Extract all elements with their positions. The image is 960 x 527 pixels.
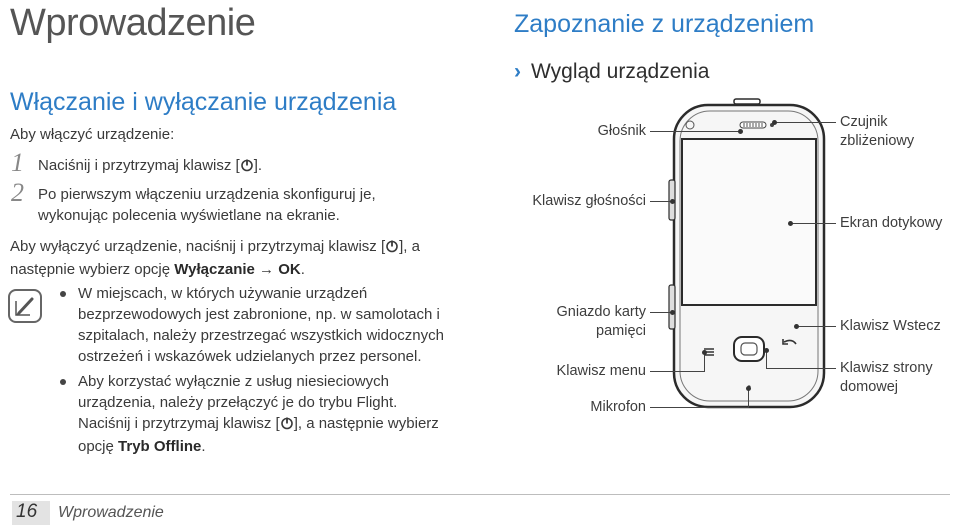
leader-line bbox=[650, 201, 672, 202]
label-home-key: Klawisz strony domowej bbox=[840, 360, 933, 395]
power-key-icon bbox=[385, 238, 399, 259]
power-key-icon bbox=[280, 415, 294, 436]
label-proximity-sensor: Czujnik zbliżeniowy bbox=[840, 114, 915, 149]
leader-dot bbox=[738, 129, 743, 134]
note-list bbox=[60, 283, 472, 461]
leader-line bbox=[704, 352, 705, 372]
leader-line bbox=[650, 407, 748, 408]
step-number: 1 bbox=[11, 148, 24, 177]
leader-line bbox=[650, 312, 672, 313]
label-memory-card: Gniazdo karty pamięci bbox=[556, 304, 646, 339]
step-1-text: Naciśnij i przytrzymaj klawisz [ ]. bbox=[38, 155, 262, 178]
power-on-intro: Aby włączyć urządzenie: bbox=[10, 126, 175, 143]
leader-dot bbox=[772, 120, 777, 125]
note-icon bbox=[8, 289, 42, 323]
leader-dot bbox=[764, 348, 769, 353]
leader-dot bbox=[670, 310, 675, 315]
label-microphone: Mikrofon bbox=[590, 399, 646, 415]
label-speaker: Głośnik bbox=[597, 123, 646, 139]
leader-dot bbox=[788, 221, 793, 226]
label-touchscreen: Ekran dotykowy bbox=[840, 215, 943, 231]
step-number: 2 bbox=[11, 178, 24, 207]
leader-line bbox=[766, 368, 836, 369]
leader-dot bbox=[794, 324, 799, 329]
page-number: 16 bbox=[16, 501, 38, 522]
leader-line bbox=[796, 326, 836, 327]
power-key-icon bbox=[240, 157, 254, 178]
leader-dot bbox=[702, 350, 707, 355]
subsection-title: › Wygląd urządzenia bbox=[514, 60, 710, 83]
step-2-text: Po pierwszym włączeniu urządzenia skonfiguruj je, wykonując polecenia wyświetlane na ekranie. bbox=[38, 186, 376, 224]
label-volume-key: Klawisz głośności bbox=[532, 193, 646, 209]
leader-line bbox=[790, 223, 836, 224]
label-menu-key: Klawisz menu bbox=[556, 363, 646, 379]
list-item: W miejscach, w których używanie urządzeń bezprzewodowych jest zabronione, np. w samolotach i szpitalach, należy przestrzegać wszystkich widocznych ostrzeżeń i wskazówek udzielanych przez personel. bbox=[60, 283, 472, 367]
leader-line bbox=[774, 122, 836, 123]
leader-line bbox=[650, 371, 704, 372]
leader-dot bbox=[670, 199, 675, 204]
label-back-key: Klawisz Wstecz bbox=[840, 318, 941, 334]
power-off-paragraph: Aby wyłączyć urządzenie, naciśnij i przytrzymaj klawisz [ ], a następnie wybierz opcję Wyłączanie → OK. bbox=[10, 238, 420, 278]
leader-line bbox=[650, 131, 740, 132]
footer-divider bbox=[10, 494, 950, 495]
leader-line bbox=[748, 388, 749, 408]
list-item: Aby korzystać wyłącznie z usług niesieciowych urządzenia, należy przełączyć je do trybu Flight. Naciśnij i przytrzymaj klawisz [ ], a następnie wybierz opcję Tryb Offline. bbox=[60, 371, 472, 457]
phone-illustration bbox=[660, 95, 840, 425]
chevron-right-icon: › bbox=[514, 60, 521, 83]
chapter-title: Wprowadzenie bbox=[10, 2, 256, 44]
footer-section-name: Wprowadzenie bbox=[58, 504, 164, 521]
leader-dot bbox=[746, 386, 751, 391]
right-section-title: Zapoznanie z urządzeniem bbox=[514, 10, 815, 38]
section-title: Włączanie i wyłączanie urządzenia bbox=[10, 88, 397, 116]
